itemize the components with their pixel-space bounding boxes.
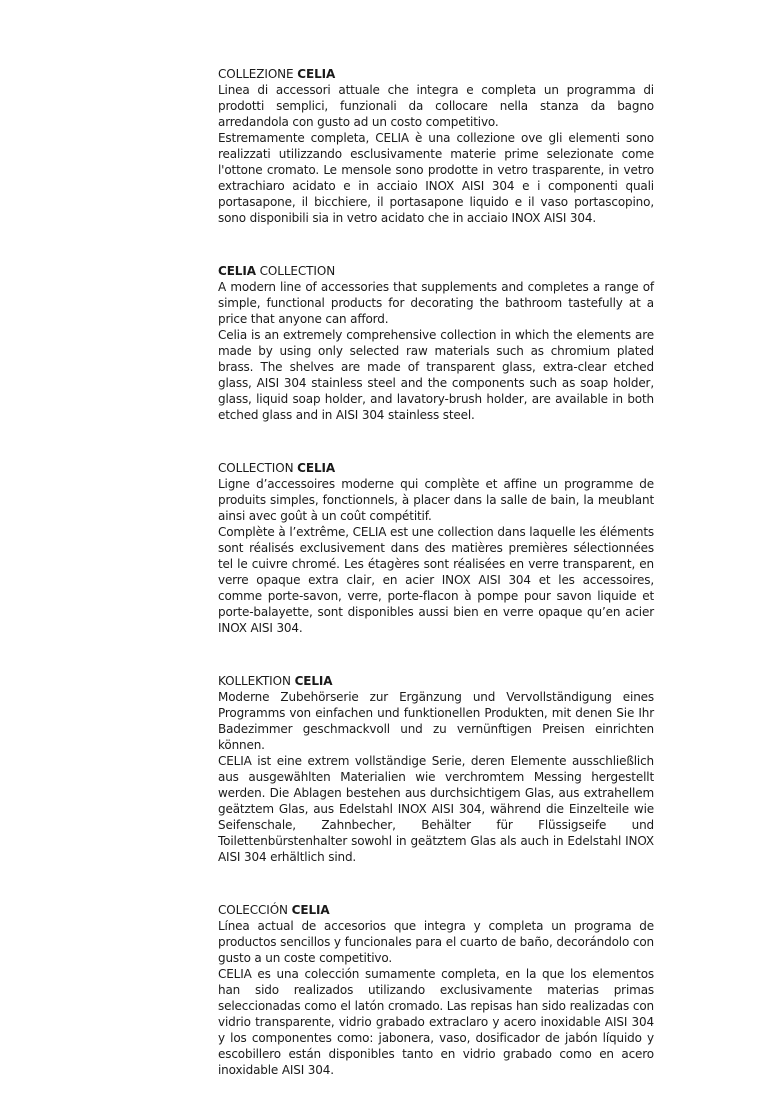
paragraph: Estremamente completa, CELIA è una collezione ove gli elementi sono realizzati utilizzando esclusivamente materie prime selezionate come l'ottone cromato. Le mensole sono prodotte in vetro trasparente, in vetro extrachiaro acidato e in acciaio INOX AISI 304 e i componenti quali portasapone, il bicchiere, il portasapone liquido e il vaso portascopino, sono disponibili sia in vetro acidato che in acciaio INOX AISI 304. [218,131,654,225]
heading-regular: KOLLEKTION [218,674,295,688]
heading-regular: COLECCIÓN [218,903,292,917]
heading-bold: CELIA [218,264,256,278]
heading-bold: CELIA [297,461,336,475]
section-english [218,263,654,423]
section-spanish [218,902,654,1078]
paragraph: A modern line of accessories that supplements and completes a range of simple, functional products for decorating the bathroom tastefully at a price that anyone can afford. [218,280,654,326]
section-heading [218,902,654,918]
section-italian [218,66,654,226]
heading-bold: CELIA [297,67,336,81]
section-heading [218,66,654,82]
section-heading [218,263,654,279]
paragraph: Moderne Zubehörserie zur Ergänzung und Vervollständigung eines Programms von einfachen und funktionellen Produkten, mit denen Sie Ihr Badezimmer geschmackvoll und zu vernünftigen Preisen einrichten können. [218,690,654,752]
paragraph: Celia is an extremely comprehensive collection in which the elements are made by using only selected raw materials such as chromium plated brass. The shelves are made of transparent glass, extra-clear etched glass, AISI 304 stainless steel and the components such as soap holder, glass, liquid soap holder, and lavatory-brush holder, are available in both etched glass and in AISI 304 stainless steel. [218,328,654,422]
heading-regular: COLLECTION [255,264,336,278]
paragraph: Línea actual de accesorios que integra y completa un programa de productos sencillos y funcionales para el cuarto de baño, decorándolo con gusto a un coste competitivo. [218,919,654,965]
section-heading [218,460,654,476]
paragraph: Ligne d’accessoires moderne qui complète et affine un programme de produits simples, fonctionnels, à placer dans la salle de bain, la meublant ainsi avec goût à un coût compétitif. [218,477,654,523]
document-page [218,66,654,1115]
paragraph: CELIA es una colección sumamente completa, en la que los elementos han sido realizados utilizando exclusivamente materias primas seleccionadas como el latón cromado. Las repisas han sido realizadas con vidrio transparente, vidrio grabado extraclaro y acero inoxidable AISI 304 y los componentes como: jabonera, vaso, dosificador de jabón líquido y escobillero están disponibles tanto en vidrio grabado como en acero inoxidable AISI 304. [218,967,654,1077]
paragraph: CELIA ist eine extrem vollständige Serie, deren Elemente ausschließlich aus ausgewählten Materialien wie verchromtem Messing hergestellt werden. Die Ablagen bestehen aus durchsichtigem Glas, aus extrahellem geätztem Glas, aus Edelstahl INOX AISI 304, während die Einzelteile wie Seifenschale, Zahnbecher, Behälter für Flüssigseife und Toilettenbürstenhalter sowohl in geätztem Glas als auch in Edelstahl INOX AISI 304 erhältlich sind. [218,754,654,864]
section-heading [218,673,654,689]
heading-bold: CELIA [294,674,333,688]
paragraph: Linea di accessori attuale che integra e completa un programma di prodotti semplici, funzionali da collocare nella stanza da bagno arredandola con gusto ad un costo competitivo. [218,83,654,129]
heading-regular: COLLEZIONE [218,67,298,81]
paragraph: Complète à l’extrême, CELIA est une collection dans laquelle les éléments sont réalisés exclusivement dans des matières premières sélectionnées tel le cuivre chromé. Les étagères sont réalisées en verre transparent, en verre opaque extra clair, en acier INOX AISI 304 et les accessoires, comme porte-savon, verre, porte-flacon à pompe pour savon liquide et porte-balayette, sont disponibles aussi bien en verre opaque qu’en acier INOX AISI 304. [218,525,654,635]
section-french [218,460,654,636]
section-german [218,673,654,865]
heading-bold: CELIA [291,903,330,917]
heading-regular: COLLECTION [218,461,298,475]
